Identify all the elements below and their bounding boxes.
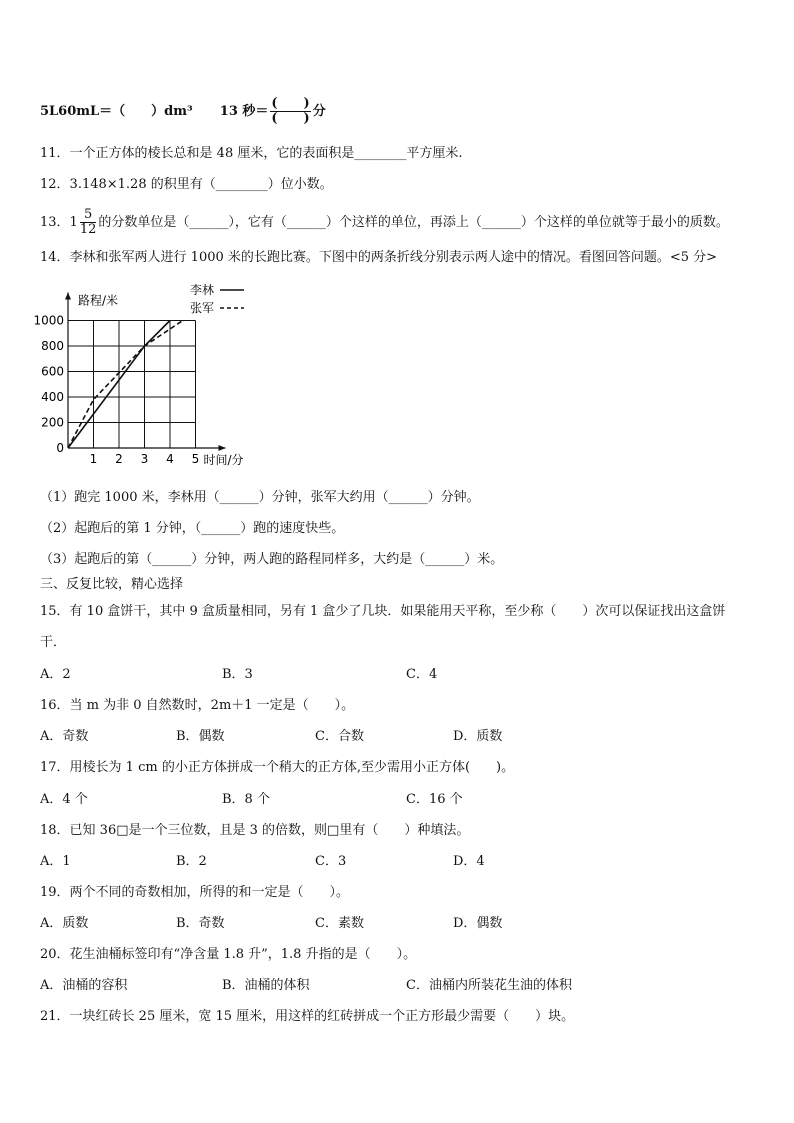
y-tick-label: 800 (41, 339, 64, 353)
chart-axes (65, 293, 244, 468)
q19-option-c: C．素数 (315, 916, 364, 931)
q13-prefix: 13．1 (40, 215, 78, 230)
question-14-2: （2）起跑后的第 1 分钟，（______）跑的速度快些。 (40, 521, 345, 536)
q20-option-a: A．油桶的容积 (40, 978, 128, 993)
q19-option-a: A．质数 (40, 916, 89, 931)
q13-suffix: 的分数单位是（______），它有（______）个这样的单位，再添上（______）个这样的单位就等于最小的质数。 (98, 215, 729, 230)
q20-option-b: B．油桶的体积 (222, 978, 310, 993)
q15-option-b: B．3 (222, 667, 253, 682)
legend-label-1: 李林 (190, 283, 215, 297)
question-15-line2: 干． (40, 635, 67, 650)
q19-option-d: D．偶数 (453, 916, 503, 931)
chart-ticks (33, 314, 199, 467)
question-18: 18．已知 36□是一个三位数，且是 3 的倍数，则□里有（ ）种填法。 (40, 823, 470, 838)
q10-part2-prefix: 13 秒＝ (219, 104, 269, 119)
distance-time-chart (30, 280, 270, 475)
question-13 (40, 208, 729, 237)
y-tick-label: 1000 (33, 313, 64, 328)
x-tick-label: 1 (89, 452, 98, 466)
question-12: 12．3.148×1.28 的积里有（________）位小数。 (40, 177, 333, 192)
chart-series (68, 321, 183, 449)
y-axis-label: 路程/米 (78, 293, 119, 308)
q16-option-b: B．偶数 (176, 729, 225, 744)
question-11: 11．一个正方体的棱长总和是 48 厘米，它的表面积是________平方厘米. (40, 146, 463, 161)
y-tick-label: 200 (41, 415, 64, 430)
q16-option-c: C．合数 (315, 729, 364, 744)
legend-label-2: 张军 (190, 301, 215, 315)
q16-option-a: A．奇数 (40, 729, 89, 744)
series-line-2 (68, 321, 183, 449)
x-axis-arrow (219, 445, 226, 451)
q15-option-c: C．4 (406, 667, 438, 682)
q18-option-a: A．1 (40, 854, 71, 869)
y-tick-label: 0 (56, 441, 64, 455)
question-15-line1: 15．有 10 盒饼干，其中 9 盒质量相同，另有 1 盒少了几块．如果能用天平称，至少称（ ）次可以保证找出这盒饼 (40, 604, 726, 619)
question-20: 20．花生油桶标签印有“净含量 1.8 升”，1.8 升指的是（ ）。 (40, 947, 417, 962)
q18-option-b: B．2 (176, 854, 207, 869)
x-tick-label: 2 (115, 452, 123, 466)
q16-option-d: D．质数 (453, 729, 503, 744)
q13-frac-num: 5 (80, 208, 97, 223)
y-axis-arrow (65, 293, 71, 300)
q18-option-d: D．4 (453, 854, 485, 869)
x-tick-label: 4 (166, 452, 174, 466)
question-14-3: （3）起跑后的第（______）分钟，两人跑的路程同样多，大约是（______）米。 (40, 552, 504, 567)
chart-legend (190, 282, 244, 315)
x-axis-label: 时间/分 (203, 453, 244, 467)
question-14: 14．李林和张军两人进行 1000 米的长跑比赛。下图中的两条折线分别表示两人途中的情况。看图回答问题。<5 分> (40, 250, 718, 265)
x-tick-label: 3 (140, 452, 149, 466)
question-16: 16．当 m 为非 0 自然数时，2m＋1 一定是（ ）。 (40, 698, 355, 713)
q10-frac-num: ( ) (271, 96, 310, 111)
question-19: 19．两个不同的奇数相加，所得的和一定是（ ）。 (40, 885, 350, 900)
q17-option-b: B．8 个 (222, 792, 270, 807)
q13-fraction (80, 208, 97, 237)
q10-part1: 5L60mL＝（ ）dm³ (40, 104, 193, 119)
q18-option-c: C．3 (315, 854, 347, 869)
q17-option-a: A．4 个 (40, 792, 88, 807)
q20-option-c: C．油桶内所装花生油的体积 (406, 978, 572, 993)
question-17: 17．用棱长为 1 cm 的小正方体拼成一个稍大的正方体,至少需用小正方体( )。 (40, 760, 515, 775)
q17-option-c: C．16 个 (406, 792, 463, 807)
x-tick-label: 5 (191, 452, 200, 466)
q15-option-a: A．2 (40, 667, 71, 682)
question-14-1: （1）跑完 1000 米，李林用（______）分钟，张军大约用（______）分钟。 (40, 490, 480, 505)
y-tick-label: 600 (41, 364, 64, 379)
question-10 (40, 97, 326, 126)
q10-part2-suffix: 分 (312, 104, 326, 119)
section-3-heading: 三、反复比较，精心选择 (40, 577, 184, 592)
q13-frac-den: 12 (79, 222, 97, 237)
q10-fraction (270, 97, 310, 126)
y-tick-label: 400 (41, 390, 64, 404)
q10-frac-den: ( ) (271, 111, 310, 126)
q19-option-b: B．奇数 (176, 916, 225, 931)
chart-grid (68, 321, 196, 449)
question-21: 21．一块红砖长 25 厘米，宽 15 厘米，用这样的红砖拼成一个正方形最少需要（ ）块。 (40, 1009, 575, 1024)
